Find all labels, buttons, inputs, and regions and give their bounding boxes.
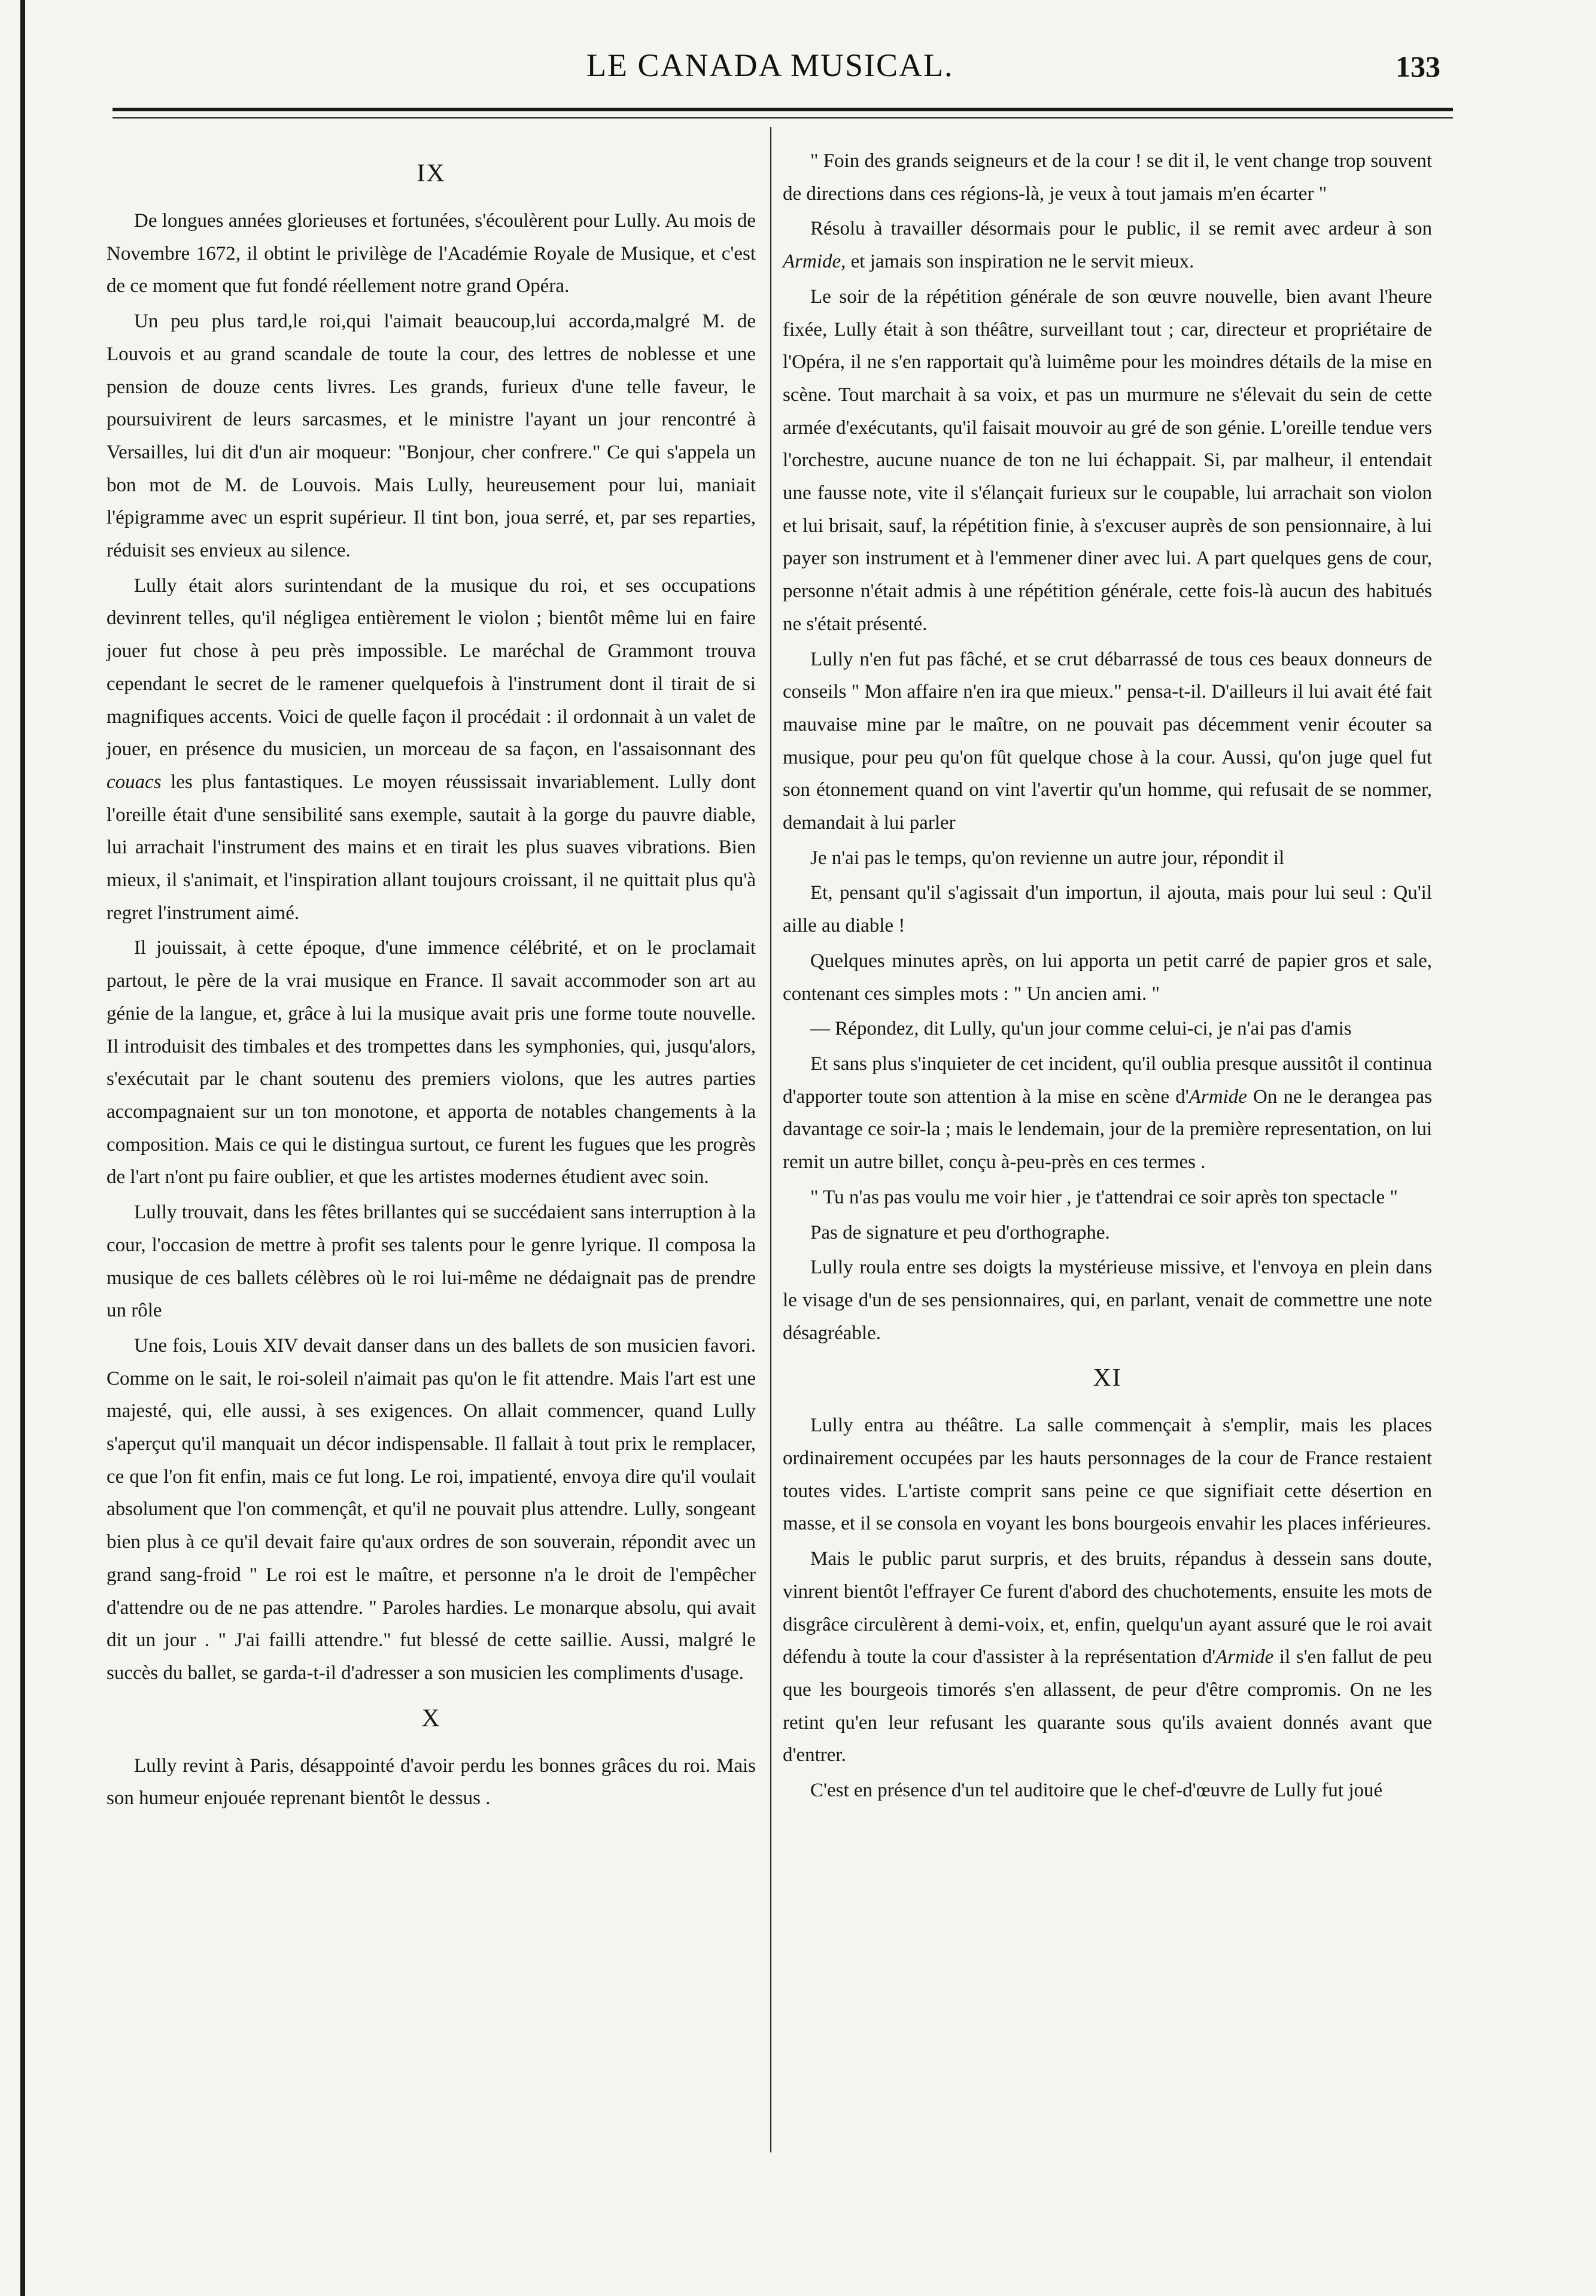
- text-run: Lully était alors surintendant de la musique du roi, et ses occupations devinrent telles, qu'il négligea entièrement le violon ; bientôt même lui en faire jouer fut chose à peu près impossible. Le maréchal de Grammont trouva cependant le secret de le ramener quelquefois à l'instrument dont il tirait de si magnifiques accents. Voici de quelle façon il procédait : il ordonnait à un valet de jouer, en présence du musicien, un morceau de sa façon, en l'assaisonnant des: [107, 574, 756, 761]
- section-heading-xi: XI: [1093, 1364, 1122, 1392]
- header-rule-thin: [113, 117, 1453, 118]
- page-edge-line: [20, 0, 25, 2296]
- left-column: [107, 145, 756, 1817]
- paragraph: [783, 1048, 1432, 1179]
- text-run: Et sans plus s'inquieter de cet incident, qu'il oublia presque aussitôt il continua d'apporter toute son attention à la mise en scène d': [783, 1053, 1432, 1108]
- italic-word: Armide: [1215, 1646, 1274, 1668]
- paragraph: Lully roula entre ses doigts la mystérieuse missive, et l'envoya en plein dans le visage d'un de ses pensionnaires, qui, en parlant, venait de commettre une note désagréable.: [783, 1257, 1432, 1344]
- section-heading-x: X: [421, 1704, 441, 1732]
- paragraph: [783, 212, 1432, 278]
- right-column: [783, 145, 1432, 1810]
- header-rule: [113, 108, 1453, 111]
- text-run: les plus fantastiques. Le moyen réussissait invariablement. Lully dont l'oreille était d'une sensibilité sans exemple, sautait à la gorge du pauvre diable, lui arrachait l'instrument des mains et en tirait les plus suaves vibrations. Bien mieux, il s'animait, et l'inspiration allant toujours croissant, il ne quittait plus qu'à regret l'instrument aimé.: [107, 771, 756, 924]
- page-header-title: LE CANADA MUSICAL.: [586, 47, 954, 83]
- paragraph: Un peu plus tard,le roi,qui l'aimait beaucoup,lui accorda,malgré M. de Louvois et au grand scandale de toute la cour, des lettres de noblesse et une pension de douze cents livres. Les grands, furieux d'une telle faveur, le poursuivirent de leurs sarcasmes, et le ministre l'ayant un jour rencontré à Versailles, lui dit d'un air moqueur: "Bonjour, cher confrere." Ce qui s'appela un bon mot de M. de Louvois. Mais Lully, heureusement pour lui, maniait l'épigramme avec un esprit supérieur. Il tint bon, joua serré, et, par ses reparties, réduisit ses envieux au silence.: [107, 311, 756, 562]
- paragraph: Il jouissait, à cette époque, d'une immence célébrité, et on le proclamait partout, le père de la vrai musique en France. Il savait accommoder son art au génie de la langue, et, grâce à lui la musique avait pris une forme toute nouvelle. Il introduisit des timbales et des trompettes dans les symphonies, qui, jusqu'alors, s'exécutait par le chant soutenu des premiers violons, que les autres parties accompagnaient sur un ton monotone, et apporta de notables changements à la composition. Mais ce qui le distingua surtout, ce furent les fugues que les progrès de l'art n'ont pu faire oublier, et que les artistes modernes étudient avec soin.: [107, 937, 756, 1188]
- paragraph: Et, pensant qu'il s'agissait d'un importun, il ajouta, mais pour lui seul : Qu'il aille au diable !: [783, 882, 1432, 937]
- paragraph: [783, 1543, 1432, 1772]
- paragraph: " Foin des grands seigneurs et de la cour ! se dit il, le vent change trop souvent de directions dans ces régions-là, je veux à tout jamais m'en écarter ": [783, 150, 1432, 205]
- text-run: il s'en fallut de peu que les bourgeois timorés s'en allassent, de peur d'être compromis. On ne les retint qu'en leur refusant les quarante sous qu'ils avaient donnés avant que d'entrer.: [783, 1646, 1433, 1766]
- paragraph: Lully entra au théâtre. La salle commençait à s'emplir, mais les places ordinairement occupées par les hauts personnages de la cour de France restaient toutes vides. L'artiste comprit sans peine ce que signifiait cette désertion en masse, et il se consola en voyant les bons bourgeois envahir les places inférieures.: [783, 1415, 1432, 1535]
- paragraph: De longues années glorieuses et fortunées, s'écoulèrent pour Lully. Au mois de Novembre 1672, il obtint le privilège de l'Académie Royale de Musique, et c'est de ce moment que fut fondé réellement notre grand Opéra.: [107, 210, 756, 297]
- paragraph: Pas de signature et peu d'orthographe.: [810, 1221, 1110, 1243]
- paragraph: Lully trouvait, dans les fêtes brillantes qui se succédaient sans interruption à la cour, l'occasion de mettre à profit ses talents pour le genre lyrique. Il composa la musique de ces ballets célèbres où le roi lui-même ne dédaignait pas de prendre un rôle: [107, 1202, 756, 1322]
- paragraph: " Tu n'as pas voulu me voir hier , je t'attendrai ce soir après ton spectacle ": [810, 1186, 1398, 1208]
- paragraph: Lully n'en fut pas fâché, et se crut débarrassé de tous ces beaux donneurs de conseils " Mon affaire n'en ira que mieux." pensa-t-il. D'ailleurs il lui avait été fait mauvaise mine par le maître, on ne pouvait pas décemment venir écouter sa musique, pour peu qu'on fût quelque chose à la cour. Aussi, qu'on juge quel fut son étonnement quand on vint l'avertir qu'un homme, qui refusait de se nommer, demandait à lui parler: [783, 648, 1432, 834]
- paragraph: C'est en présence d'un tel auditoire que le chef-d'œuvre de Lully fut joué: [810, 1780, 1383, 1802]
- page-number: 133: [1396, 50, 1440, 83]
- italic-word: couacs: [107, 771, 162, 793]
- text-run: Mais le public parut surpris, et des bruits, répandus à dessein sans doute, vinrent bientôt l'effrayer Ce furent d'abord des chuchotements, ensuite les mots de disgrâce circulèrent à demi-voix, et, enfin, quelqu'un ayant assuré que le roi avait défendu à toute la cour d'assister à la représentation d': [783, 1548, 1432, 1668]
- paragraph: Je n'ai pas le temps, qu'on revienne un autre jour, répondit il: [810, 847, 1285, 869]
- text-run: On ne le derangea pas davantage ce soir-la ; mais le lendemain, jour de la première representation, on lui remit un autre billet, conçu à-peu-près en ces termes .: [783, 1085, 1432, 1173]
- paragraph: Quelques minutes après, on lui apporta un petit carré de papier gros et sale, contenant ces simples mots : " Un ancien ami. ": [783, 950, 1432, 1005]
- paragraph: [107, 570, 756, 930]
- column-divider: [770, 127, 771, 2152]
- section-heading-ix: IX: [417, 160, 446, 187]
- paragraph: — Répondez, dit Lully, qu'un jour comme celui-ci, je n'ai pas d'amis: [810, 1018, 1352, 1040]
- paragraph: Lully revint à Paris, désappointé d'avoir perdu les bonnes grâces du roi. Mais son humeur enjouée reprenant bientôt le dessus .: [107, 1754, 756, 1810]
- paragraph: Le soir de la répétition générale de son œuvre nouvelle, bien avant l'heure fixée, Lully était à son théâtre, surveillant tout ; car, directeur et propriétaire de l'Opéra, il ne s'en rapportait qu'à luimême pour les moindres détails de la mise en scène. Tout marchait à sa voix, et pas un murmure ne s'élevait du sein de cette armée d'exécutants, qu'il faisait mouvoir au gré de son génie. L'oreille tendue vers l'orchestre, aucune nuance de ton ne lui échappait. Si, par malheur, il entendait une fausse note, vite il s'élançait furieux sur le coupable, lui arrachait son violon et lui brisait, sauf, la répétition finie, à s'excuser auprès de son pensionnaire, à lui payer son instrument et à l'emmener diner avec lui. A part quelques gens de cour, personne n'était admis à une répétition générale, cette fois-là aucun des habitués ne s'était présenté.: [783, 285, 1432, 635]
- text-run: et jamais son inspiration ne le servit mieux.: [850, 251, 1194, 273]
- italic-word: Armide: [1188, 1085, 1247, 1108]
- text-run: Résolu à travailler désormais pour le public, il se remit avec ardeur à son: [810, 218, 1432, 240]
- paragraph: Une fois, Louis XIV devait danser dans un des ballets de son musicien favori. Comme on le sait, le roi-soleil n'aimait pas qu'on le fit attendre. Mais l'art est une majesté, qui, elle aussi, à ses exigences. On allait commencer, quand Lully s'aperçut qu'il manquait un décor indispensable. Il fallait à tout prix le remplacer, ce que l'on fit enfin, mais ce fut long. Le roi, impatienté, envoya dire qu'il voulait absolument que l'on commençât, et qu'il ne pouvait plus attendre. Lully, songeant bien plus à ce qu'il devait faire qu'aux ordres de son souverain, répondit avec un grand sang-froid " Le roi est le maître, et personne n'a le droit de l'empêcher d'attendre ou de ne pas attendre. " Paroles hardies. Le monarque absolu, qui avait dit un jour . " J'ai failli attendre." fut blessé de cette saillie. Aussi, malgré le succès du ballet, se garda-t-il d'adresser a son musicien les compliments d'usage.: [107, 1334, 756, 1684]
- italic-word: Armide,: [783, 251, 846, 273]
